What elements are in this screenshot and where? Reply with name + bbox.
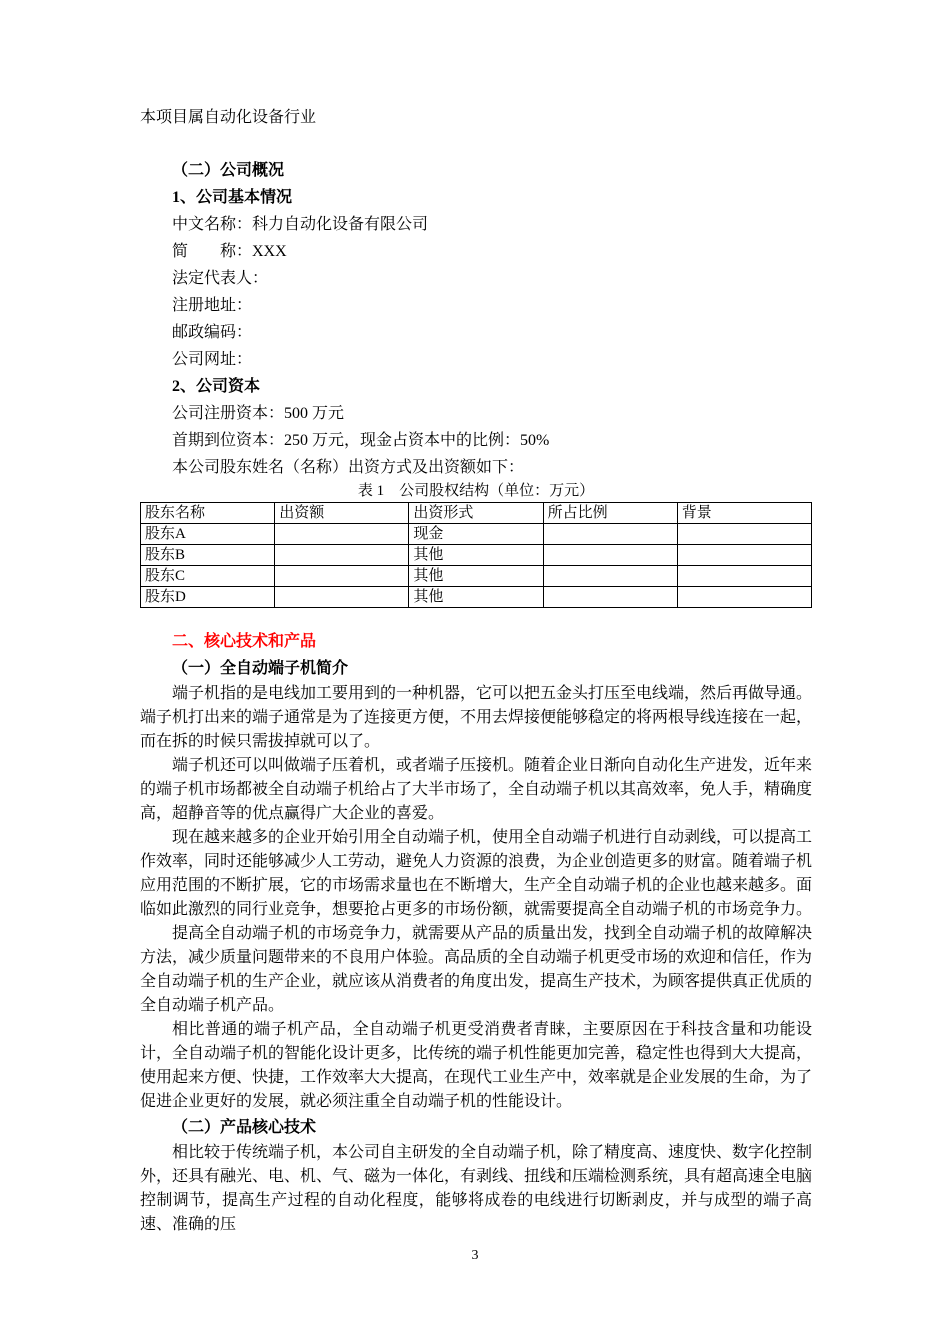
paragraph: 相比较于传统端子机，本公司自主研发的全自动端子机，除了精度高、速度快、数字化控制外，还具有融光、电、机、气、磁为一体化，有剥线、扭线和压端检测系统，具有超高速全电脑控制调节，提高生产过程的自动化程度，能够将成卷的电线进行切断剥皮，并与成型的端子高速、准确的压 (140, 1144, 813, 1233)
table-cell (677, 524, 811, 545)
field-legal-representative: 法定代表人： (172, 270, 269, 287)
col-header-contribution-form: 出资形式 (409, 503, 543, 524)
shareholder-structure-table (140, 502, 812, 608)
table-row-shareholder-b (141, 545, 812, 566)
col-header-ownership-ratio: 所占比例 (543, 503, 677, 524)
col-header-shareholder-name: 股东名称 (141, 503, 275, 524)
table-cell (543, 524, 677, 545)
table-cell (543, 545, 677, 566)
field-company-website: 公司网址： (172, 351, 253, 368)
heading-core-technology-products: 二、核心技术和产品 (172, 633, 317, 650)
table-cell (275, 524, 409, 545)
table-cell: 股东A (141, 524, 275, 545)
table-cell (275, 545, 409, 566)
field-postal-code: 邮政编码： (172, 324, 253, 341)
heading-terminal-machine-intro: （一）全自动端子机简介 (172, 660, 349, 677)
table-cell: 其他 (409, 545, 543, 566)
paragraph: 现在越来越多的企业开始引用全自动端子机，使用全自动端子机进行自动剥线，可以提高工作效率，同时还能够减少人工劳动，避免人力资源的浪费，为企业创造更多的财富。随着端子机应用范围的不断扩展，它的市场需求量也在不断增大，生产全自动端子机的企业也越来越多。面临如此激烈的同行业竞争，想要抢占更多的市场份额，就需要提高全自动端子机的市场竞争力。 (140, 829, 813, 918)
field-registered-address: 注册地址： (172, 297, 253, 314)
table-cell (275, 587, 409, 608)
table-cell (543, 566, 677, 587)
table-cell (275, 566, 409, 587)
table-cell: 股东D (141, 587, 275, 608)
capital-shareholder-note: 本公司股东姓名（名称）出资方式及出资额如下： (172, 459, 525, 476)
table-row-shareholder-c (141, 566, 812, 587)
table-caption: 表 1 公司股权结构（单位：万元） (357, 483, 595, 499)
col-header-contribution-amount: 出资额 (275, 503, 409, 524)
table-header-row (141, 503, 812, 524)
paragraph: 相比普通的端子机产品，全自动端子机更受消费者青睐，主要原因在于科技含量和功能设计，全自动端子机的智能化设计更多，比传统的端子机性能更加完善，稳定性也得到大大提高，使用起来方便、快捷，工作效率大大提高，在现代工业生产中，效率就是企业发展的生命，为了促进企业更好的发展，就必须注重全自动端子机的性能设计。 (140, 1021, 813, 1110)
table-cell (543, 587, 677, 608)
field-short-name: 简 称：XXX (172, 243, 287, 260)
table-row-shareholder-d (141, 587, 812, 608)
paragraph: 端子机指的是电线加工要用到的一种机器，它可以把五金头打压至电线端，然后再做导通。端子机打出来的端子通常是为了连接更方便，不用去焊接便能够稳定的将两根导线连接在一起，而在拆的时候只需拔掉就可以了。 (140, 685, 813, 750)
heading-company-capital: 2、公司资本 (172, 378, 261, 395)
table-cell: 股东B (141, 545, 275, 566)
table-cell: 股东C (141, 566, 275, 587)
page-number: 3 (471, 1248, 479, 1263)
table-cell (677, 545, 811, 566)
col-header-background: 背景 (677, 503, 811, 524)
heading-company-overview: （二）公司概况 (172, 162, 285, 179)
heading-product-core-technology: （二）产品核心技术 (172, 1119, 317, 1136)
paragraph: 提高全自动端子机的市场竞争力，就需要从产品的质量出发，找到全自动端子机的故障解决方法，减少质量问题带来的不良用户体验。高品质的全自动端子机更受市场的欢迎和信任，作为全自动端子机的生产企业，就应该从消费者的角度出发，提高生产技术，为顾客提供真正优质的全自动端子机产品。 (140, 925, 813, 1014)
table-cell: 其他 (409, 587, 543, 608)
intro-paragraph: 本项目属自动化设备行业 (140, 109, 317, 126)
paragraph: 端子机还可以叫做端子压着机，或者端子压接机。随着企业日渐向自动化生产进发，近年来的端子机市场都被全自动端子机给占了大半市场了，全自动端子机以其高效率，免人手，精确度高，超静音等的优点赢得广大企业的喜爱。 (140, 757, 813, 822)
table-cell (677, 587, 811, 608)
capital-initial: 首期到位资本：250 万元，现金占资本中的比例：50% (172, 432, 550, 449)
field-chinese-name: 中文名称：科力自动化设备有限公司 (172, 216, 429, 233)
table-row-shareholder-a (141, 524, 812, 545)
capital-registered: 公司注册资本：500 万元 (172, 405, 345, 422)
table-cell: 其他 (409, 566, 543, 587)
table-cell (677, 566, 811, 587)
heading-company-basic-info: 1、公司基本情况 (172, 189, 293, 206)
table-cell: 现金 (409, 524, 543, 545)
